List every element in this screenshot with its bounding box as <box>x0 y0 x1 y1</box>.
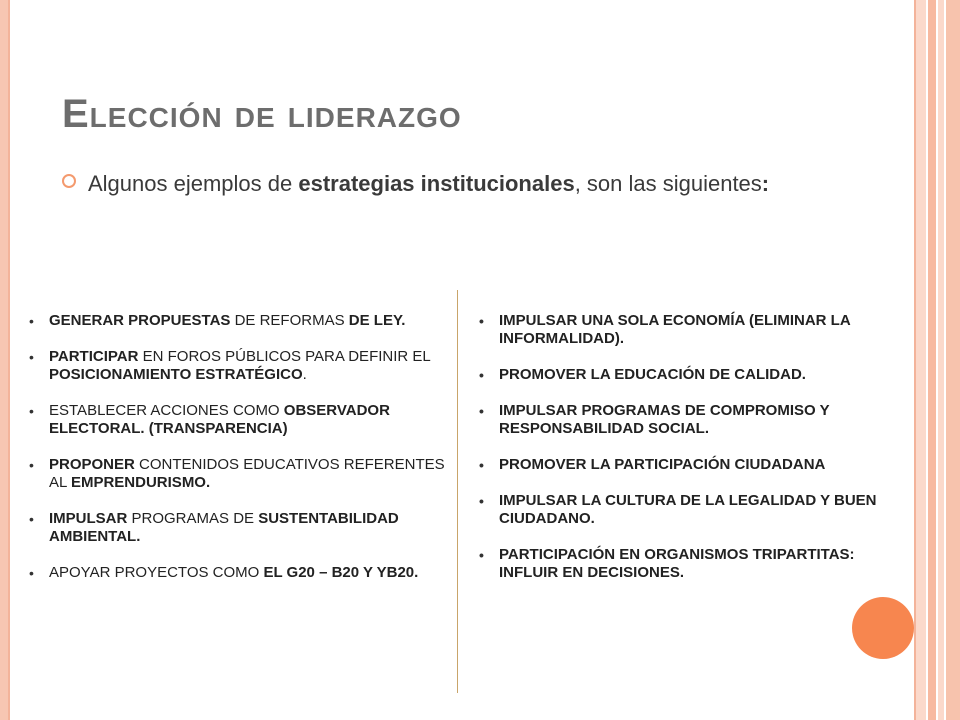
list-item <box>29 312 457 330</box>
stripe <box>938 0 944 720</box>
stripe <box>916 0 926 720</box>
item-bold-tail: POSICIONAMIENTO ESTRATÉGICO <box>49 366 303 383</box>
item-bold-tail: OBSERVADOR ELECTORAL. (TRANSPARENCIA) <box>49 402 390 437</box>
item-bold-lead: IMPULSAR <box>49 510 128 527</box>
item-bold-lead: PROPONER <box>49 456 135 473</box>
column-divider <box>457 290 458 693</box>
list-item: • PROMOVER LA PARTICIPACIÓN CIUDADANA <box>479 456 909 474</box>
item-bold-lead: PARTICIPAR <box>49 348 139 365</box>
item-text: CONTENIDOS EDUCATIVOS REFERENTES AL <box>49 456 445 491</box>
list-item <box>29 348 457 384</box>
list-item: • IMPULSAR PROGRAMAS DE COMPROMISO Y RESPONSABILIDAD SOCIAL. <box>479 402 909 438</box>
list-item <box>29 456 457 492</box>
intro-prefix: Algunos ejemplos de <box>88 171 299 196</box>
list-item <box>29 402 457 438</box>
intro-emphasis: estrategias institucionales <box>298 171 575 196</box>
item-text: PROGRAMAS DE <box>127 510 259 527</box>
item-end: . <box>302 366 307 383</box>
item-text: EN FOROS PÚBLICOS PARA DEFINIR EL <box>138 348 431 365</box>
item-text: DE REFORMAS <box>230 312 349 329</box>
list-item: • PROMOVER LA EDUCACIÓN DE CALIDAD. <box>479 366 909 384</box>
item-text: ESTABLECER ACCIONES COMO <box>49 402 284 419</box>
right-strategy-list <box>479 312 909 600</box>
decorative-orange-circle <box>852 597 914 659</box>
list-item <box>29 510 457 546</box>
list-item: • IMPULSAR UNA SOLA ECONOMÍA (ELIMINAR LA INFORMALIDAD). <box>479 312 909 348</box>
slide-title: Elección de liderazgo <box>62 92 462 136</box>
list-item: • IMPULSAR LA CULTURA DE LA LEGALIDAD Y BUEN CIUDADANO. <box>479 492 909 528</box>
item-end: . <box>401 312 406 329</box>
item-bold-lead: GENERAR PROPUESTAS <box>49 312 231 329</box>
left-frame-bar <box>0 0 8 720</box>
item-bold-tail: EMPRENDURISMO. <box>70 474 211 491</box>
stripe <box>946 0 960 720</box>
item-bold-tail: DE LEY <box>348 312 402 329</box>
intro-suffix: : <box>761 171 770 196</box>
intro-middle: , son las siguientes <box>574 171 762 196</box>
list-item <box>29 564 457 582</box>
left-strategy-list <box>29 312 457 600</box>
list-item: • PARTICIPACIÓN EN ORGANISMOS TRIPARTITAS: INFLUIR EN DECISIONES. <box>479 546 909 582</box>
item-bold-tail: EL G20 – B20 Y YB20. <box>263 564 419 581</box>
item-text: APOYAR PROYECTOS COMO <box>49 564 264 581</box>
right-decorative-stripes <box>916 0 960 720</box>
ring-bullet-icon <box>62 174 76 188</box>
stripe <box>928 0 936 720</box>
item-bold-tail: SUSTENTABILIDAD AMBIENTAL. <box>49 510 399 545</box>
intro-text <box>88 168 828 200</box>
